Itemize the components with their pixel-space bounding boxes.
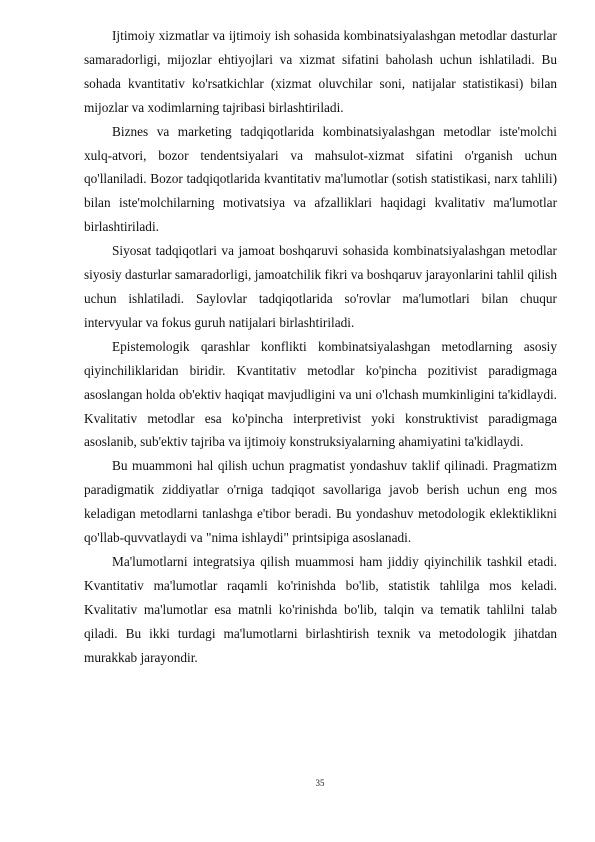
paragraph-business-marketing: Biznes va marketing tadqiqotlarida kombinatsiyalashgan metodlar iste'molchi xulq-atvori, bozor tendentsiyalari va mahsulot-xizmat sifatini o'rganish uchun qo'llaniladi. Bozor tadqiqotlarida kvantitativ ma'lumotlar (sotish statistikasi, narx tahlili) bilan iste'molchilarning motivatsiya va afzalliklari haqidagi kvalitativ ma'lumotlar birlashtiriladi. bbox=[84, 123, 557, 235]
body-text bbox=[84, 24, 557, 669]
paragraph-policy-research: Siyosat tadqiqotlari va jamoat boshqaruvi sohasida kombinatsiyalashgan metodlar siyosiy dasturlar samaradorligi, jamoatchilik fikri va boshqaruv jarayonlarini tahlil qilish uchun ishlatiladi. Saylovlar tadqiqotlarida so'rovlar ma'lumotlari bilan chuqur intervyular va fokus guruh natijalari birlashtiriladi. bbox=[84, 243, 557, 330]
paragraph-data-integration: Ma'lumotlarni integratsiya qilish muammosi ham jiddiy qiyinchilik tashkil etadi. Kvantitativ ma'lumotlar raqamli ko'rinishda bo'lib, statistik tahlilga mos keladi. Kvalitativ ma'lumotlar esa matnli ko'rinishda bo'lib, talqin va tematik tahlilni talab qiladi. Bu ikki turdagi ma'lumotlarni birlashtirish texnik va metodologik jihatdan murakkab jarayondir. bbox=[84, 553, 557, 665]
paragraph-social-work: Ijtimoiy xizmatlar va ijtimoiy ish sohasida kombinatsiyalashgan metodlar dasturlar samaradorligi, mijozlar ehtiyojlari va xizmat sifatini baholash uchun ishlatiladi. Bu sohada kvantitativ ko'rsatkichlar (xizmat oluvchilar soni, natijalar statistikasi) bilan mijozlar va xodimlarning tajribasi birlashtiriladi. bbox=[84, 28, 557, 115]
paragraph-epistemology: Epistemologik qarashlar konflikti kombinatsiyalashgan metodlarning asosiy qiyinchiliklaridan biridir. Kvantitativ metodlar ko'pincha pozitivist paradigmaga asoslangan holda ob'ektiv haqiqat mavjudligini va uni o'lchash mumkinligini ta'kidlaydi. Kvalitativ metodlar esa ko'pincha interpretivist yoki konstruktivist paradigmaga asoslanib, sub'ektiv tajriba va ijtimoiy konstruksiyalarning ahamiyatini ta'kidlaydi. bbox=[84, 338, 557, 450]
page-number: 35 bbox=[315, 778, 325, 788]
paragraph-pragmatism: Bu muammoni hal qilish uchun pragmatist yondashuv taklif qilinadi. Pragmatizm paradigmatik ziddiyatlar o'rniga tadqiqot savollariga javob berish uchun eng mos keladigan metodlarni tanlashga e'tibor beradi. Bu yondashuv metodologik eklektiklikni qo'llab-quvvatlaydi va "nima ishlaydi" printsipiga asoslanadi. bbox=[84, 458, 557, 546]
